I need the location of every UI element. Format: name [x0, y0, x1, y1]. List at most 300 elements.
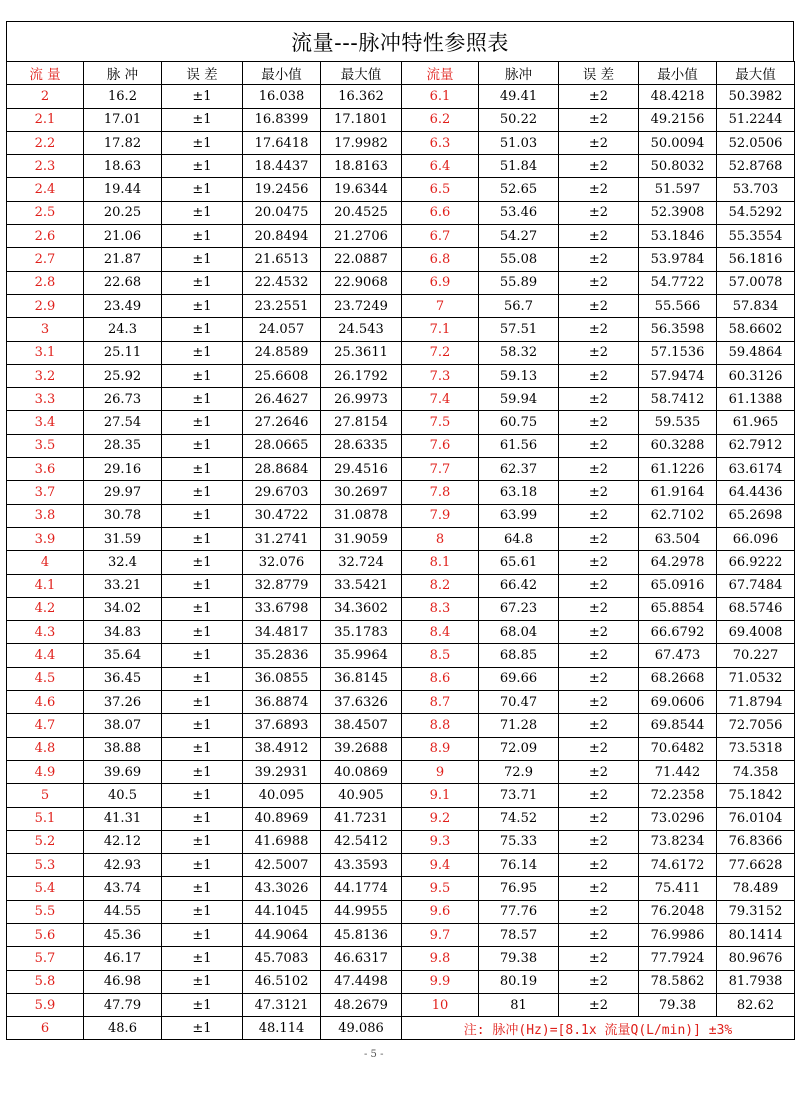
cell-min: 78.5862	[639, 970, 717, 993]
cell-flow: 3.7	[7, 481, 84, 504]
cell-flow: 2	[7, 85, 84, 108]
cell-error: ±2	[559, 574, 639, 597]
cell-max: 67.7484	[717, 574, 795, 597]
cell-pulse: 17.01	[84, 108, 162, 131]
cell-min: 31.2741	[243, 527, 321, 550]
table-row	[7, 970, 795, 993]
cell-error: ±2	[559, 993, 639, 1016]
cell-flow: 4.6	[7, 691, 84, 714]
cell-flow: 6.4	[402, 155, 479, 178]
cell-pulse: 56.7	[479, 294, 559, 317]
cell-max: 69.4008	[717, 621, 795, 644]
table-row	[7, 714, 795, 737]
cell-pulse: 24.3	[84, 318, 162, 341]
cell-pulse: 51.84	[479, 155, 559, 178]
cell-flow: 9.2	[402, 807, 479, 830]
cell-flow: 6.8	[402, 248, 479, 271]
header-min-right: 最小值	[639, 62, 717, 85]
cell-max: 25.3611	[321, 341, 402, 364]
cell-pulse: 35.64	[84, 644, 162, 667]
cell-min: 37.6893	[243, 714, 321, 737]
cell-pulse: 45.36	[84, 923, 162, 946]
cell-pulse: 20.25	[84, 201, 162, 224]
cell-flow: 8.1	[402, 551, 479, 574]
cell-max: 22.9068	[321, 271, 402, 294]
cell-pulse: 70.47	[479, 691, 559, 714]
cell-error: ±2	[559, 108, 639, 131]
cell-error: ±2	[559, 807, 639, 830]
cell-max: 73.5318	[717, 737, 795, 760]
cell-min: 56.3598	[639, 318, 717, 341]
cell-max: 68.5746	[717, 597, 795, 620]
cell-flow: 3.9	[7, 527, 84, 550]
cell-error: ±2	[559, 364, 639, 387]
cell-flow: 2.9	[7, 294, 84, 317]
table-row	[7, 155, 795, 178]
cell-pulse: 72.09	[479, 737, 559, 760]
cell-max: 36.8145	[321, 667, 402, 690]
cell-min: 65.8854	[639, 597, 717, 620]
table-row	[7, 108, 795, 131]
cell-min: 17.6418	[243, 131, 321, 154]
cell-min: 19.2456	[243, 178, 321, 201]
cell-min: 53.9784	[639, 248, 717, 271]
table-row	[7, 178, 795, 201]
cell-min: 59.535	[639, 411, 717, 434]
cell-error: ±2	[559, 784, 639, 807]
cell-error: ±2	[559, 644, 639, 667]
cell-error: ±2	[559, 85, 639, 108]
table-row	[7, 807, 795, 830]
cell-flow: 5.9	[7, 993, 84, 1016]
cell-pulse: 19.44	[84, 178, 162, 201]
cell-max: 66.9222	[717, 551, 795, 574]
cell-max: 41.7231	[321, 807, 402, 830]
cell-min: 20.0475	[243, 201, 321, 224]
cell-max: 38.4507	[321, 714, 402, 737]
cell-max: 35.1783	[321, 621, 402, 644]
cell-min: 32.8779	[243, 574, 321, 597]
cell-pulse: 34.02	[84, 597, 162, 620]
cell-error: ±2	[559, 271, 639, 294]
cell-max: 28.6335	[321, 434, 402, 457]
cell-min: 42.5007	[243, 854, 321, 877]
cell-pulse: 46.98	[84, 970, 162, 993]
cell-pulse: 72.9	[479, 760, 559, 783]
cell-max: 34.3602	[321, 597, 402, 620]
cell-pulse: 60.75	[479, 411, 559, 434]
cell-pulse: 40.5	[84, 784, 162, 807]
cell-flow: 5	[7, 784, 84, 807]
header-max-left: 最大值	[321, 62, 402, 85]
cell-max: 60.3126	[717, 364, 795, 387]
cell-min: 68.2668	[639, 667, 717, 690]
cell-pulse: 50.22	[479, 108, 559, 131]
cell-pulse: 29.97	[84, 481, 162, 504]
cell-max: 63.6174	[717, 458, 795, 481]
header-min-left: 最小值	[243, 62, 321, 85]
cell-pulse: 34.83	[84, 621, 162, 644]
cell-min: 33.6798	[243, 597, 321, 620]
cell-max: 52.0506	[717, 131, 795, 154]
cell-pulse: 59.13	[479, 364, 559, 387]
cell-pulse: 17.82	[84, 131, 162, 154]
cell-error: ±1	[162, 364, 243, 387]
header-row	[7, 62, 795, 85]
cell-error: ±2	[559, 131, 639, 154]
cell-error: ±1	[162, 970, 243, 993]
cell-error: ±2	[559, 947, 639, 970]
cell-pulse: 39.69	[84, 760, 162, 783]
cell-flow: 5.6	[7, 923, 84, 946]
cell-error: ±1	[162, 551, 243, 574]
table-row	[7, 644, 795, 667]
cell-pulse: 37.26	[84, 691, 162, 714]
cell-pulse: 48.6	[84, 1017, 162, 1040]
cell-min: 51.597	[639, 178, 717, 201]
cell-flow: 2.8	[7, 271, 84, 294]
cell-error: ±2	[559, 923, 639, 946]
cell-min: 55.566	[639, 294, 717, 317]
cell-pulse: 62.37	[479, 458, 559, 481]
cell-error: ±1	[162, 225, 243, 248]
cell-min: 72.2358	[639, 784, 717, 807]
cell-error: ±1	[162, 784, 243, 807]
table-row	[7, 248, 795, 271]
cell-min: 65.0916	[639, 574, 717, 597]
cell-pulse: 16.2	[84, 85, 162, 108]
cell-max: 43.3593	[321, 854, 402, 877]
table-row	[7, 900, 795, 923]
cell-max: 75.1842	[717, 784, 795, 807]
cell-max: 21.2706	[321, 225, 402, 248]
cell-min: 22.4532	[243, 271, 321, 294]
cell-min: 47.3121	[243, 993, 321, 1016]
cell-min: 23.2551	[243, 294, 321, 317]
table-row	[7, 225, 795, 248]
cell-min: 18.4437	[243, 155, 321, 178]
cell-error: ±1	[162, 854, 243, 877]
cell-min: 50.8032	[639, 155, 717, 178]
cell-pulse: 59.94	[479, 388, 559, 411]
cell-max: 17.9982	[321, 131, 402, 154]
cell-error: ±2	[559, 900, 639, 923]
cell-error: ±1	[162, 411, 243, 434]
cell-min: 60.3288	[639, 434, 717, 457]
cell-error: ±2	[559, 294, 639, 317]
cell-error: ±1	[162, 155, 243, 178]
cell-pulse: 36.45	[84, 667, 162, 690]
cell-min: 16.038	[243, 85, 321, 108]
cell-min: 24.8589	[243, 341, 321, 364]
table-row	[7, 85, 795, 108]
cell-flow: 3	[7, 318, 84, 341]
cell-pulse: 71.28	[479, 714, 559, 737]
cell-error: ±2	[559, 411, 639, 434]
cell-min: 73.8234	[639, 830, 717, 853]
cell-flow: 4.5	[7, 667, 84, 690]
cell-error: ±1	[162, 714, 243, 737]
cell-flow: 4	[7, 551, 84, 574]
cell-error: ±2	[559, 970, 639, 993]
cell-flow: 8.7	[402, 691, 479, 714]
cell-max: 40.905	[321, 784, 402, 807]
cell-flow: 6.9	[402, 271, 479, 294]
cell-min: 79.38	[639, 993, 717, 1016]
cell-flow: 9.6	[402, 900, 479, 923]
cell-flow: 7.8	[402, 481, 479, 504]
cell-min: 45.7083	[243, 947, 321, 970]
cell-pulse: 43.74	[84, 877, 162, 900]
cell-pulse: 68.85	[479, 644, 559, 667]
cell-flow: 7.1	[402, 318, 479, 341]
cell-min: 53.1846	[639, 225, 717, 248]
cell-max: 42.5412	[321, 830, 402, 853]
cell-error: ±1	[162, 318, 243, 341]
cell-error: ±1	[162, 458, 243, 481]
page-title: 流量---脉冲特性参照表	[6, 21, 794, 61]
cell-pulse: 22.68	[84, 271, 162, 294]
cell-error: ±1	[162, 434, 243, 457]
cell-pulse: 54.27	[479, 225, 559, 248]
cell-error: ±1	[162, 388, 243, 411]
cell-min: 41.6988	[243, 830, 321, 853]
cell-flow: 4.4	[7, 644, 84, 667]
cell-min: 75.411	[639, 877, 717, 900]
cell-pulse: 73.71	[479, 784, 559, 807]
table-row	[7, 481, 795, 504]
cell-min: 43.3026	[243, 877, 321, 900]
cell-flow: 5.7	[7, 947, 84, 970]
cell-error: ±2	[559, 481, 639, 504]
cell-min: 44.1045	[243, 900, 321, 923]
cell-flow: 10	[402, 993, 479, 1016]
cell-flow: 7.4	[402, 388, 479, 411]
cell-min: 61.9164	[639, 481, 717, 504]
cell-flow: 2.5	[7, 201, 84, 224]
cell-flow: 6.6	[402, 201, 479, 224]
cell-error: ±1	[162, 597, 243, 620]
cell-pulse: 79.38	[479, 947, 559, 970]
cell-flow: 8.5	[402, 644, 479, 667]
cell-min: 40.095	[243, 784, 321, 807]
table-row	[7, 737, 795, 760]
cell-max: 37.6326	[321, 691, 402, 714]
cell-min: 54.7722	[639, 271, 717, 294]
cell-error: ±1	[162, 737, 243, 760]
header-error-left: 误 差	[162, 62, 243, 85]
cell-error: ±2	[559, 667, 639, 690]
cell-max: 80.1414	[717, 923, 795, 946]
cell-max: 29.4516	[321, 458, 402, 481]
table-row	[7, 527, 795, 550]
table-row	[7, 854, 795, 877]
cell-pulse: 76.95	[479, 877, 559, 900]
cell-min: 32.076	[243, 551, 321, 574]
cell-max: 20.4525	[321, 201, 402, 224]
header-flow-right: 流量	[402, 62, 479, 85]
cell-error: ±1	[162, 877, 243, 900]
table-row	[7, 784, 795, 807]
cell-flow: 7.5	[402, 411, 479, 434]
cell-error: ±2	[559, 388, 639, 411]
cell-pulse: 58.32	[479, 341, 559, 364]
cell-min: 62.7102	[639, 504, 717, 527]
cell-min: 21.6513	[243, 248, 321, 271]
cell-max: 27.8154	[321, 411, 402, 434]
cell-max: 76.8366	[717, 830, 795, 853]
cell-error: ±1	[162, 131, 243, 154]
cell-pulse: 38.88	[84, 737, 162, 760]
table-row	[7, 993, 795, 1016]
reference-sheet	[6, 21, 794, 1060]
cell-max: 71.0532	[717, 667, 795, 690]
cell-max: 40.0869	[321, 760, 402, 783]
cell-pulse: 31.59	[84, 527, 162, 550]
cell-flow: 8	[402, 527, 479, 550]
cell-min: 57.9474	[639, 364, 717, 387]
cell-min: 34.4817	[243, 621, 321, 644]
cell-max: 46.6317	[321, 947, 402, 970]
cell-min: 71.442	[639, 760, 717, 783]
cell-error: ±1	[162, 830, 243, 853]
cell-min: 67.473	[639, 644, 717, 667]
cell-max: 51.2244	[717, 108, 795, 131]
cell-pulse: 77.76	[479, 900, 559, 923]
cell-max: 50.3982	[717, 85, 795, 108]
cell-error: ±1	[162, 691, 243, 714]
cell-error: ±2	[559, 225, 639, 248]
cell-pulse: 55.89	[479, 271, 559, 294]
cell-flow: 3.8	[7, 504, 84, 527]
cell-error: ±2	[559, 830, 639, 853]
table-row	[7, 597, 795, 620]
cell-pulse: 33.21	[84, 574, 162, 597]
cell-max: 71.8794	[717, 691, 795, 714]
cell-flow: 8.2	[402, 574, 479, 597]
cell-max: 18.8163	[321, 155, 402, 178]
cell-max: 48.2679	[321, 993, 402, 1016]
cell-pulse: 57.51	[479, 318, 559, 341]
cell-max: 70.227	[717, 644, 795, 667]
cell-error: ±2	[559, 597, 639, 620]
cell-flow: 3.4	[7, 411, 84, 434]
table-row	[7, 877, 795, 900]
cell-max: 17.1801	[321, 108, 402, 131]
cell-max: 79.3152	[717, 900, 795, 923]
cell-error: ±1	[162, 294, 243, 317]
cell-error: ±2	[559, 318, 639, 341]
cell-min: 48.4218	[639, 85, 717, 108]
cell-flow: 9.7	[402, 923, 479, 946]
cell-max: 35.9964	[321, 644, 402, 667]
cell-flow: 2.3	[7, 155, 84, 178]
cell-pulse: 69.66	[479, 667, 559, 690]
cell-flow: 4.9	[7, 760, 84, 783]
table-row	[7, 411, 795, 434]
cell-min: 26.4627	[243, 388, 321, 411]
cell-error: ±1	[162, 644, 243, 667]
table-row	[7, 760, 795, 783]
cell-pulse: 30.78	[84, 504, 162, 527]
cell-max: 57.0078	[717, 271, 795, 294]
cell-flow: 6	[7, 1017, 84, 1040]
cell-min: 63.504	[639, 527, 717, 550]
cell-min: 69.8544	[639, 714, 717, 737]
cell-error: ±1	[162, 271, 243, 294]
cell-max: 31.9059	[321, 527, 402, 550]
cell-pulse: 32.4	[84, 551, 162, 574]
cell-error: ±2	[559, 434, 639, 457]
cell-flow: 8.4	[402, 621, 479, 644]
cell-max: 32.724	[321, 551, 402, 574]
cell-max: 16.362	[321, 85, 402, 108]
cell-pulse: 44.55	[84, 900, 162, 923]
cell-min: 49.2156	[639, 108, 717, 131]
cell-pulse: 52.65	[479, 178, 559, 201]
cell-error: ±1	[162, 900, 243, 923]
cell-error: ±1	[162, 1017, 243, 1040]
cell-max: 74.358	[717, 760, 795, 783]
cell-pulse: 75.33	[479, 830, 559, 853]
header-pulse-right: 脉冲	[479, 62, 559, 85]
cell-max: 26.1792	[321, 364, 402, 387]
cell-flow: 2.4	[7, 178, 84, 201]
table-row	[7, 131, 795, 154]
cell-flow: 4.1	[7, 574, 84, 597]
cell-min: 70.6482	[639, 737, 717, 760]
cell-min: 35.2836	[243, 644, 321, 667]
cell-error: ±1	[162, 201, 243, 224]
cell-max: 30.2697	[321, 481, 402, 504]
cell-pulse: 51.03	[479, 131, 559, 154]
cell-max: 80.9676	[717, 947, 795, 970]
cell-flow: 6.5	[402, 178, 479, 201]
cell-flow: 5.5	[7, 900, 84, 923]
cell-max: 31.0878	[321, 504, 402, 527]
formula-note: 注: 脉冲(Hz)=[8.1x 流量Q(L/min)] ±3%	[402, 1017, 795, 1040]
cell-max: 33.5421	[321, 574, 402, 597]
cell-flow: 6.7	[402, 225, 479, 248]
cell-flow: 3.6	[7, 458, 84, 481]
cell-error: ±1	[162, 923, 243, 946]
cell-error: ±2	[559, 458, 639, 481]
stray-mark: - 5 -	[364, 1049, 384, 1060]
cell-flow: 7.3	[402, 364, 479, 387]
cell-min: 28.8684	[243, 458, 321, 481]
cell-error: ±1	[162, 504, 243, 527]
cell-min: 52.3908	[639, 201, 717, 224]
table-row	[7, 923, 795, 946]
cell-flow: 6.2	[402, 108, 479, 131]
cell-flow: 9.3	[402, 830, 479, 853]
cell-min: 58.7412	[639, 388, 717, 411]
cell-pulse: 81	[479, 993, 559, 1016]
table-row	[7, 551, 795, 574]
cell-error: ±1	[162, 947, 243, 970]
table-body	[7, 85, 795, 1017]
cell-pulse: 63.99	[479, 504, 559, 527]
cell-min: 25.6608	[243, 364, 321, 387]
cell-min: 30.4722	[243, 504, 321, 527]
header-error-right: 误 差	[559, 62, 639, 85]
cell-pulse: 21.87	[84, 248, 162, 271]
cell-pulse: 53.46	[479, 201, 559, 224]
cell-flow: 5.4	[7, 877, 84, 900]
cell-max: 47.4498	[321, 970, 402, 993]
cell-pulse: 27.54	[84, 411, 162, 434]
cell-pulse: 25.92	[84, 364, 162, 387]
